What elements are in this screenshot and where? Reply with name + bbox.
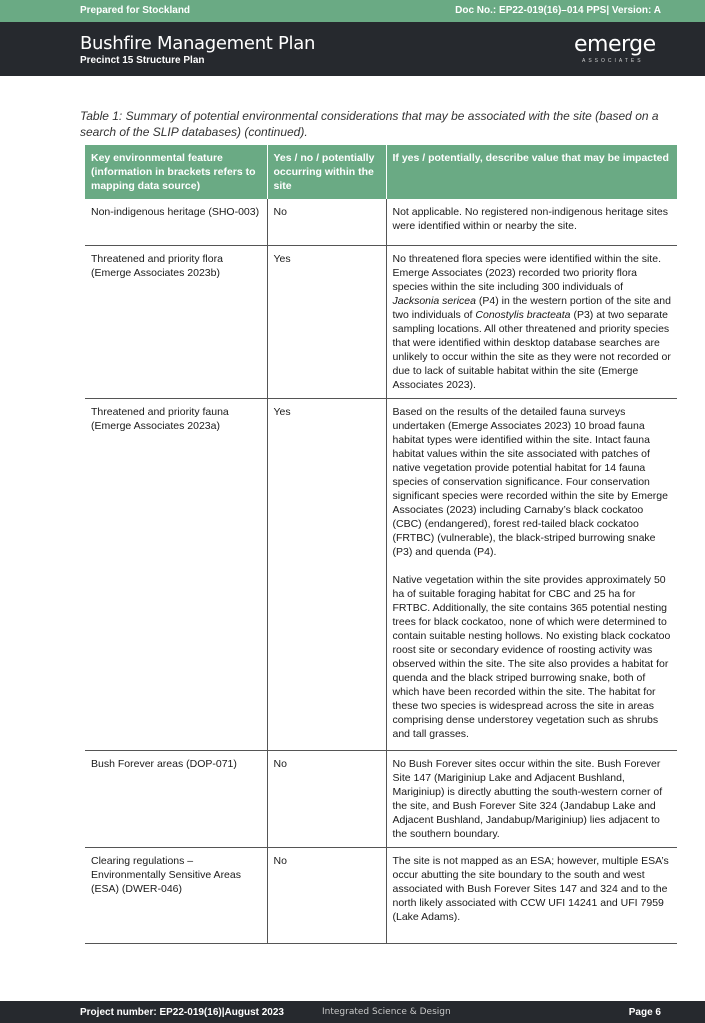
top-bar xyxy=(0,0,705,22)
logo-word: emerge xyxy=(574,32,656,57)
cell-occurs: Yes xyxy=(267,398,386,750)
header-description: If yes / potentially, describe value that may be impacted xyxy=(386,145,677,199)
prepared-for: Prepared for Stockland xyxy=(80,5,191,16)
table-row xyxy=(85,199,677,245)
description-paragraph xyxy=(393,252,672,392)
cell-description xyxy=(386,245,677,398)
doc-info: Doc No.: EP22-019(16)–014 PPS| Version: A xyxy=(455,5,661,16)
table-row xyxy=(85,398,677,750)
document-footer xyxy=(0,1001,705,1023)
species-name: Jacksonia sericea xyxy=(392,294,476,307)
logo-sub: ASSOCIATES xyxy=(582,58,644,64)
description-paragraph: Not applicable. No registered non-indigenous heritage sites were identified within or nearby the site. xyxy=(392,206,669,232)
description-paragraph: No Bush Forever sites occur within the site. Bush Forever Site 147 (Mariginiup Lake and Adjacent Bushland, Mariginiup) is directly abutting the south-western corner of the site, and Bush Forever Site 324 (Jandabup Lake and Adjacent Bushland, Jandabup/Mariginiup) lies adjacent to the southern boundary. xyxy=(392,757,663,840)
table-row xyxy=(85,245,677,398)
cell-feature: Threatened and priority fauna (Emerge Associates 2023a) xyxy=(85,398,267,750)
species-name: Conostylis bracteata xyxy=(475,308,571,321)
table-row xyxy=(85,847,677,943)
desc-text: (P4) in the western portion of the site and two individuals of xyxy=(392,294,671,321)
document-subtitle: Precinct 15 Structure Plan xyxy=(80,55,205,66)
description-paragraph: Based on the results of the detailed fauna surveys undertaken (Emerge Associates 2023) 10 broad fauna habitat types were identified within the site. Intact fauna habitat values within the site associated with patches of native vegetation provide potential habitat for 14 fauna species of conservation significance. Four conservation significant species were recorded within the site by Emerge Associates (2023) including Carnaby’s black cockatoo (CBC) (endangered), forest red-tailed black cockatoo (FRTBC) (vulnerable), the black-striped burrowing snake (P3) and quenda (P4). xyxy=(392,405,668,558)
cell-feature: Clearing regulations – Environmentally Sensitive Areas (ESA) (DWER-046) xyxy=(85,847,267,943)
document-title: Bushfire Management Plan xyxy=(80,33,316,54)
cell-feature: Threatened and priority flora (Emerge Associates 2023b) xyxy=(85,245,267,398)
page-number: Page 6 xyxy=(628,1007,661,1018)
cell-feature: Non-indigenous heritage (SHO-003) xyxy=(85,199,267,245)
desc-text: No threatened flora species were identified within the site. Emerge Associates (2023) recorded two priority flora species within the site including 300 individuals of xyxy=(392,252,661,293)
cell-description xyxy=(386,398,677,750)
cell-description xyxy=(386,847,677,943)
desc-text: (P3) at two separate sampling locations. All other threatened and priority species that were identified within desktop database searches are unlikely to occur within the site as they were not recorded or due to lack of suitable habitat within the site (Emerge Associates 2023). xyxy=(392,308,671,391)
table-row xyxy=(85,750,677,847)
header-feature: Key environmental feature (information in brackets refers to mapping data source) xyxy=(85,145,267,199)
document-header xyxy=(0,22,705,76)
description-paragraph: Native vegetation within the site provides approximately 50 ha of suitable foraging habitat for CBC and 25 ha for FRTBC. Additionally, the site contains 365 potential nesting trees for black cockatoo, none of which were determined to contain suitable nesting hollows. No existing black cockatoo roost site or secondary evidence of roosting activity was observed within the site. The site also provides a habitat for quenda and the black striped burrowing snake, both of which have been recorded within the site. The habitat for these two species is widespread across the site in areas comprising dense understorey vegetation such as shrubs and tall grasses. xyxy=(392,573,671,740)
cell-occurs: No xyxy=(267,750,386,847)
table-caption: Table 1: Summary of potential environmental considerations that may be associated with the site (based on a search of the SLIP databases) (continued). xyxy=(80,109,659,139)
table-header-row xyxy=(85,145,677,199)
description-paragraph: The site is not mapped as an ESA; however, multiple ESA’s occur abutting the site boundary to the south and west associated with Bush Forever Sites 147 and 324 and to the north likely associated with CCW UFI 14241 and UFI 7959 (Lake Adams). xyxy=(392,854,669,923)
footer-tagline: Integrated Science & Design xyxy=(322,1007,451,1017)
emerge-logo xyxy=(574,32,664,68)
cell-description xyxy=(386,750,677,847)
project-number: Project number: EP22-019(16)|August 2023 xyxy=(80,1007,284,1018)
cell-occurs: No xyxy=(267,847,386,943)
header-occurs: Yes / no / potentially occurring within the site xyxy=(267,145,386,199)
cell-feature: Bush Forever areas (DOP-071) xyxy=(85,750,267,847)
cell-occurs: No xyxy=(267,199,386,245)
cell-occurs: Yes xyxy=(267,245,386,398)
cell-description xyxy=(386,199,677,245)
environmental-considerations-table xyxy=(85,145,677,944)
